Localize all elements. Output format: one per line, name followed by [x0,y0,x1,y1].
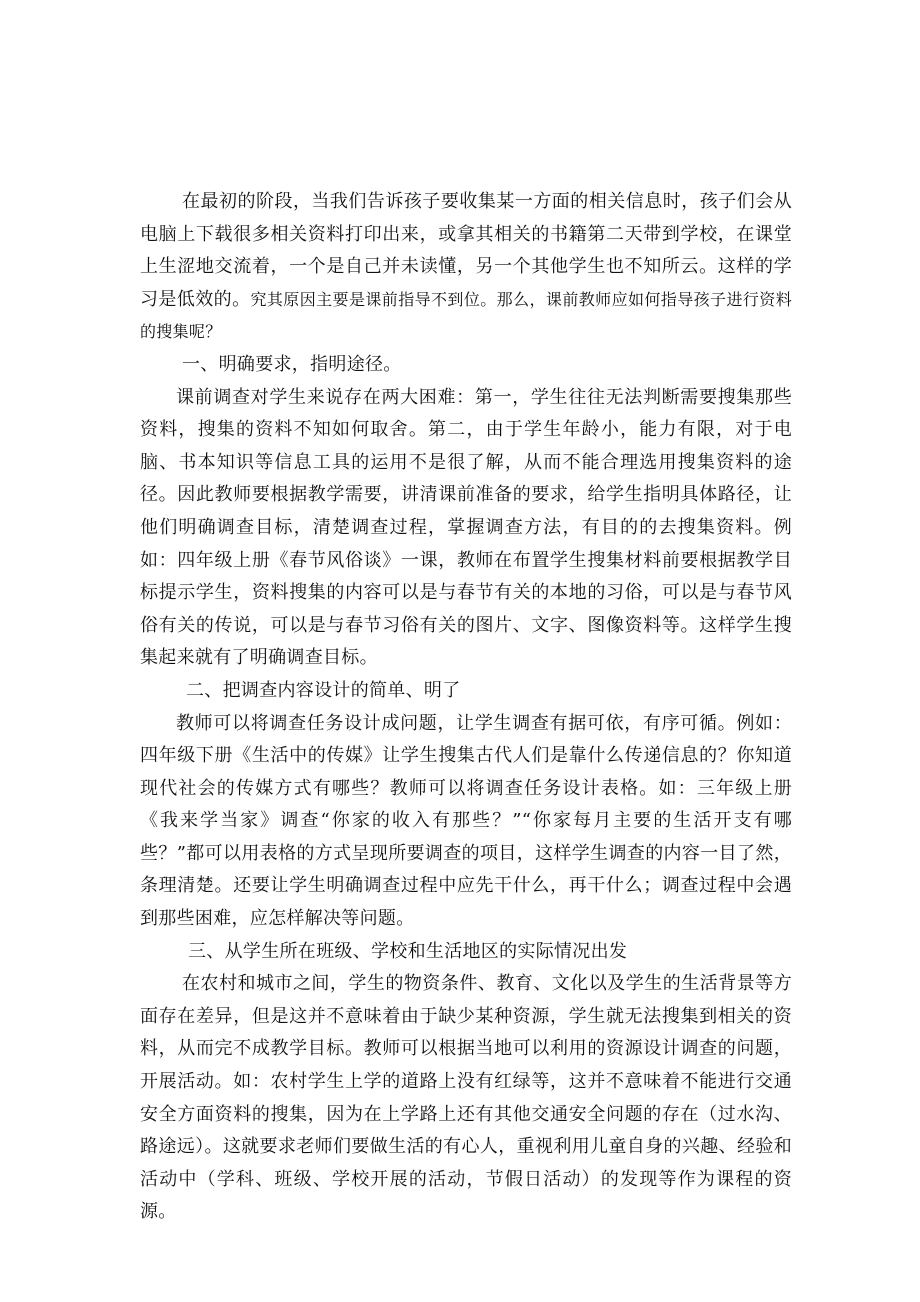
section1-paragraph: 课前调查对学生来说存在两大困难：第一，学生往往无法判断需要搜集那些资料，搜集的资料不知如何取舍。第二，由于学生年龄小，能力有限，对于电脑、书本知识等信息工具的运用不是很了解，从而不能合理选用搜集资料的途径。因此教师要根据教学需要，讲清课前准备的要求，给学生指明具体路径，让他们明确调查目标，清楚调查过程，掌握调查方法，有目的的去搜集资料。例如：四年级上册《春节风俗谈》一课，教师在布置学生搜集材料前要根据教学目标提示学生，资料搜集的内容可以是与春节有关的本地的习俗，可以是与春节风俗有关的传说，可以是与春节习俗有关的图片、文字、图像资料等。这样学生搜集起来就有了明确调查目标。 [140,386,792,669]
intro-text-part1: 在最初的阶段，当我们告诉孩子要收集某一方面的相关信息时，孩子们会从电脑上下载很多相关资料打印出来，或拿其相关的书籍第二天带到学校，在课堂上生涩地交流着，一个是自己并未读懂，另一个其他学生也不知所云。这样的学习是低效的。 [140,191,792,310]
section2-paragraph: 教师可以将调查任务设计成问题，让学生调查有据可依，有序可循。例如：四年级下册《生活中的传媒》让学生搜集古代人们是靠什么传递信息的？你知道现代社会的传媒方式有哪些？教师可以将调查任务设计表格。如：三年级上册《我来学当家》调查“你家的收入有那些？”“你家每月主要的生活开支有哪些？”都可以用表格的方式呈现所要调查的项目，这样学生调查的内容一目了然，条理清楚。还要让学生明确调查过程中应先干什么，再干什么；调查过程中会遇到那些困难，应怎样解决等问题。 [140,712,792,930]
intro-paragraph [140,186,792,349]
intro-text-part2: 究其原因主要是课前指导不到位。那么，课前教师应如何指导孩子进行资料的搜集呢？ [140,289,792,342]
document-body [140,186,792,1229]
section1-heading: 一、明确要求，指明途径。 [182,353,402,375]
section3-heading: 三、从学生所在班级、学校和生活地区的实际情况出发 [188,940,628,962]
section3-paragraph: 在农村和城市之间，学生的物资条件、教育、文化以及学生的生活背景等方面存在差异，但是这并不意味着由于缺少某种资源，学生就无法搜集到相关的资料，从而完不成教学目标。教师可以根据当地可以利用的资源设计调查的问题，开展活动。如：农村学生上学的道路上没有红绿等，这并不意味着不能进行交通安全方面资料的搜集，因为在上学路上还有其他交通安全问题的存在（过水沟、路途远）。这就要求老师们要做生活的有心人，重视利用儿童自身的兴趣、经验和活动中（学科、班级、学校开展的活动，节假日活动）的发现等作为课程的资源。 [140,973,792,1223]
section2-heading: 二、把调查内容设计的简单、明了 [186,679,461,701]
